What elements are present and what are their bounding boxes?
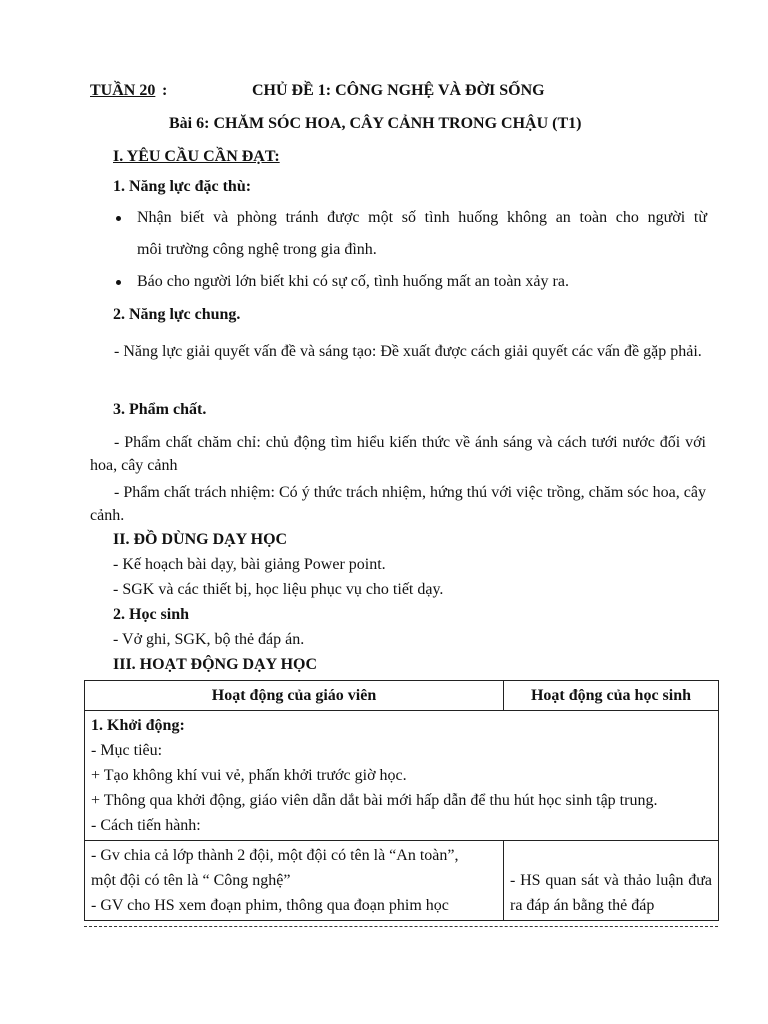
bullet1-line2: môi trường công nghệ trong gia đình. bbox=[137, 241, 377, 258]
week-label: TUẦN 20 bbox=[90, 82, 156, 99]
bullet-icon bbox=[116, 280, 121, 285]
lesson-title: Bài 6: CHĂM SÓC HOA, CÂY CẢNH TRONG CHẬU (T1) bbox=[169, 115, 582, 132]
section-1-title: I. YÊU CẦU CẦN ĐẠT: bbox=[113, 148, 280, 165]
subsection-students: 2. Học sinh bbox=[113, 606, 190, 623]
teaching-item-textbook: - SGK và các thiết bị, học liệu phục vụ cho tiết dạy. bbox=[113, 581, 444, 598]
quality-responsibility-text: - Phẩm chất trách nhiệm: Có ý thức trách nhiệm, hứng thú với việc trồng, chăm sóc hoa, cây cảnh. bbox=[90, 484, 706, 524]
column-header-teacher: Hoạt động của giáo viên bbox=[85, 681, 504, 711]
teacher-line-2: một đội có tên là “ Công nghệ” bbox=[91, 872, 291, 889]
teacher-line-3: - GV cho HS xem đoạn phim, thông qua đoạn phim học bbox=[91, 897, 449, 914]
page-cut-line bbox=[84, 926, 718, 927]
subsection-general-competence: 2. Năng lực chung. bbox=[113, 306, 241, 323]
bullet-icon bbox=[116, 216, 121, 221]
teaching-item-plan: - Kế hoạch bài dạy, bài giảng Power point. bbox=[113, 556, 386, 573]
table-row-warmup bbox=[85, 711, 719, 841]
student-materials: - Vở ghi, SGK, bộ thẻ đáp án. bbox=[113, 631, 305, 648]
subsection-qualities: 3. Phẩm chất. bbox=[113, 401, 207, 418]
bullet2-text: Báo cho người lớn biết khi có sự cố, tình huống mất an toàn xảy ra. bbox=[137, 273, 569, 290]
warmup-title: 1. Khởi động: bbox=[91, 717, 185, 734]
general-competence-text: - Năng lực giải quyết vấn đề và sáng tạo: Đề xuất được cách giải quyết các vấn đề gặp phải. bbox=[114, 343, 702, 360]
section-3-title: III. HOẠT ĐỘNG DẠY HỌC bbox=[113, 656, 318, 673]
table-header-row bbox=[85, 681, 719, 711]
bullet1-line1: Nhận biết và phòng tránh được một số tình huống không an toàn cho người từ bbox=[137, 209, 707, 226]
quality-diligence-text: - Phẩm chất chăm chỉ: chủ động tìm hiểu kiến thức về ánh sáng và cách tưới nước đối với hoa, cây cảnh bbox=[90, 434, 706, 474]
section-2-title: II. ĐỒ DÙNG DẠY HỌC bbox=[113, 531, 288, 548]
goal-1: + Tạo không khí vui vẻ, phấn khởi trước giờ học. bbox=[91, 767, 407, 784]
column-header-student: Hoạt động của học sinh bbox=[504, 681, 719, 711]
table-row-activity bbox=[85, 841, 719, 921]
student-activity-cell bbox=[504, 841, 719, 921]
week-colon: : bbox=[162, 82, 168, 99]
subsection-specific-competence: 1. Năng lực đặc thù: bbox=[113, 178, 252, 195]
teacher-activity-cell bbox=[85, 841, 504, 921]
goal-2: + Thông qua khởi động, giáo viên dẫn dắt bài mới hấp dẫn để thu hút học sinh tập trung. bbox=[91, 792, 658, 809]
goal-label: - Mục tiêu: bbox=[91, 742, 163, 759]
topic-title: CHỦ ĐỀ 1: CÔNG NGHỆ VÀ ĐỜI SỐNG bbox=[252, 82, 545, 99]
warmup-cell bbox=[85, 711, 719, 841]
student-activity-text: - HS quan sát và thảo luận đưa ra đáp án bằng thẻ đáp bbox=[510, 872, 712, 914]
teacher-line-1: - Gv chia cả lớp thành 2 đội, một đội có tên là “An toàn”, bbox=[91, 847, 459, 864]
method-label: - Cách tiến hành: bbox=[91, 817, 201, 834]
activity-table bbox=[84, 680, 719, 921]
